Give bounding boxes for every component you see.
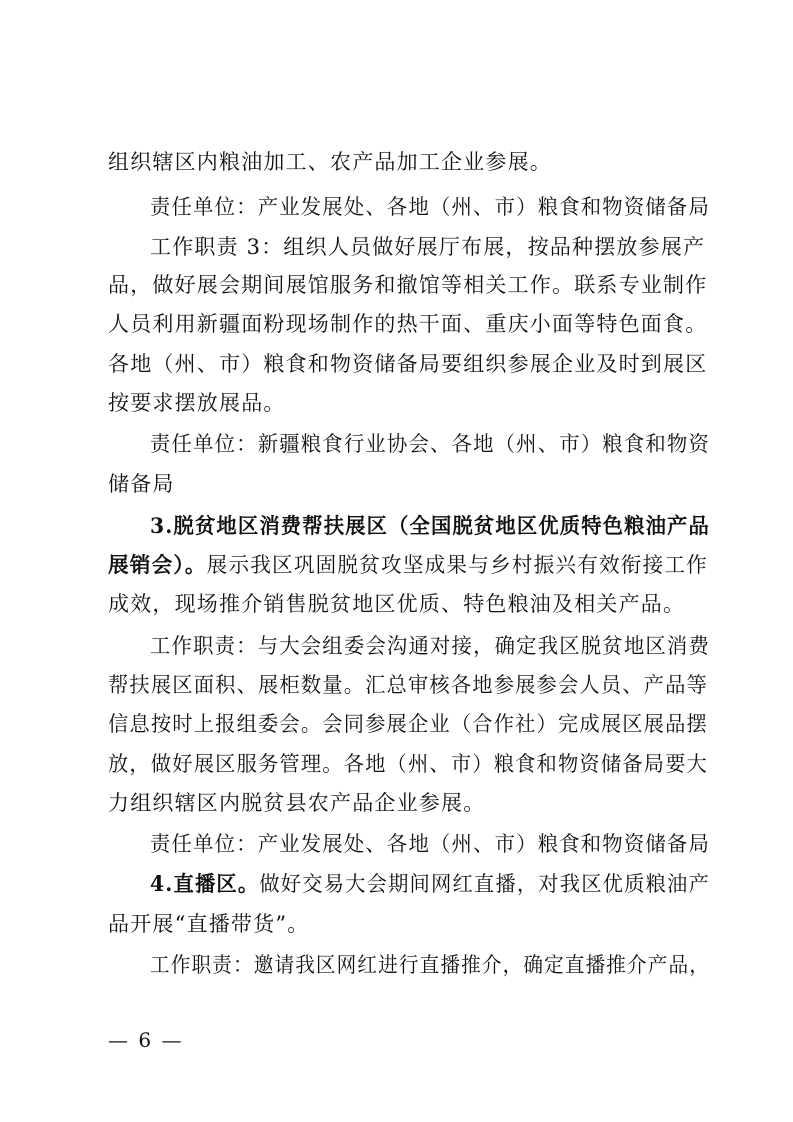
text-line — [108, 551, 708, 579]
line-text: 成效，现场推介销售脱贫地区优质、特色粮油及相关产品。 — [108, 592, 686, 616]
section-heading-line — [150, 512, 710, 540]
text-line — [150, 951, 711, 979]
text-line — [150, 193, 711, 221]
section-heading: 3.脱贫地区消费帮扶展区（全国脱贫地区优质特色粮油产品 — [150, 513, 710, 538]
line-text: 按要求摆放展品。 — [108, 391, 286, 415]
line-text: 品开展“直播带货”。 — [108, 912, 310, 936]
section-heading: 4.直播区。 — [150, 871, 260, 896]
text-line — [108, 310, 708, 338]
line-text: 信息按时上报组委会。会同参展企业（合作社）完成展区展品摆 — [108, 712, 708, 736]
section-heading: 展销会）。 — [108, 552, 207, 577]
line-text: 工作职责：与大会组委会沟通对接，确定我区脱贫地区消费 — [150, 634, 711, 658]
text-line — [108, 389, 708, 417]
text-line — [150, 870, 710, 898]
text-line — [108, 350, 708, 378]
text-line — [108, 710, 708, 738]
line-text: 储备局 — [108, 472, 175, 496]
page-number: — 6 — — [108, 1028, 184, 1052]
line-text: 工作职责 3：组织人员做好展厅布展，按品种摆放参展产 — [150, 235, 706, 259]
text-line — [150, 632, 711, 660]
text-line — [108, 789, 708, 817]
line-text: 责任单位：产业发展处、各地（州、市）粮食和物资储备局 — [150, 832, 711, 856]
text-line — [108, 590, 708, 618]
line-text: 组织辖区内粮油加工、农产品加工企业参展。 — [108, 150, 552, 174]
line-text: 做好交易大会期间网红直播，对我区优质粮油产 — [259, 872, 710, 896]
text-line — [150, 430, 711, 458]
text-line — [108, 271, 708, 299]
text-line — [108, 750, 708, 778]
line-text: 放，做好展区服务管理。各地（州、市）粮食和物资储备局要大 — [108, 752, 708, 776]
text-line — [108, 470, 708, 498]
line-text: 责任单位：新疆粮食行业协会、各地（州、市）粮食和物资 — [150, 432, 711, 456]
text-line — [150, 233, 710, 261]
text-line — [150, 830, 711, 858]
line-text: 人员利用新疆面粉现场制作的热干面、重庆小面等特色面食。 — [108, 312, 708, 336]
line-text: 各地（州、市）粮食和物资储备局要组织参展企业及时到展区 — [108, 352, 708, 376]
line-text: 品，做好展会期间展馆服务和撤馆等相关工作。联系专业制作 — [108, 273, 708, 297]
line-text: 展示我区巩固脱贫攻坚成果与乡村振兴有效衔接工作 — [206, 553, 708, 577]
text-line — [108, 148, 698, 176]
text-line — [108, 910, 708, 938]
text-line — [108, 671, 708, 699]
line-text: 工作职责：邀请我区网红进行直播推介，确定直播推介产品， — [150, 953, 711, 977]
line-text: 责任单位：产业发展处、各地（州、市）粮食和物资储备局 — [150, 195, 711, 219]
line-text: 帮扶展区面积、展柜数量。汇总审核各地参展参会人员、产品等 — [108, 673, 708, 697]
line-text: 力组织辖区内脱贫县农产品企业参展。 — [108, 791, 486, 815]
